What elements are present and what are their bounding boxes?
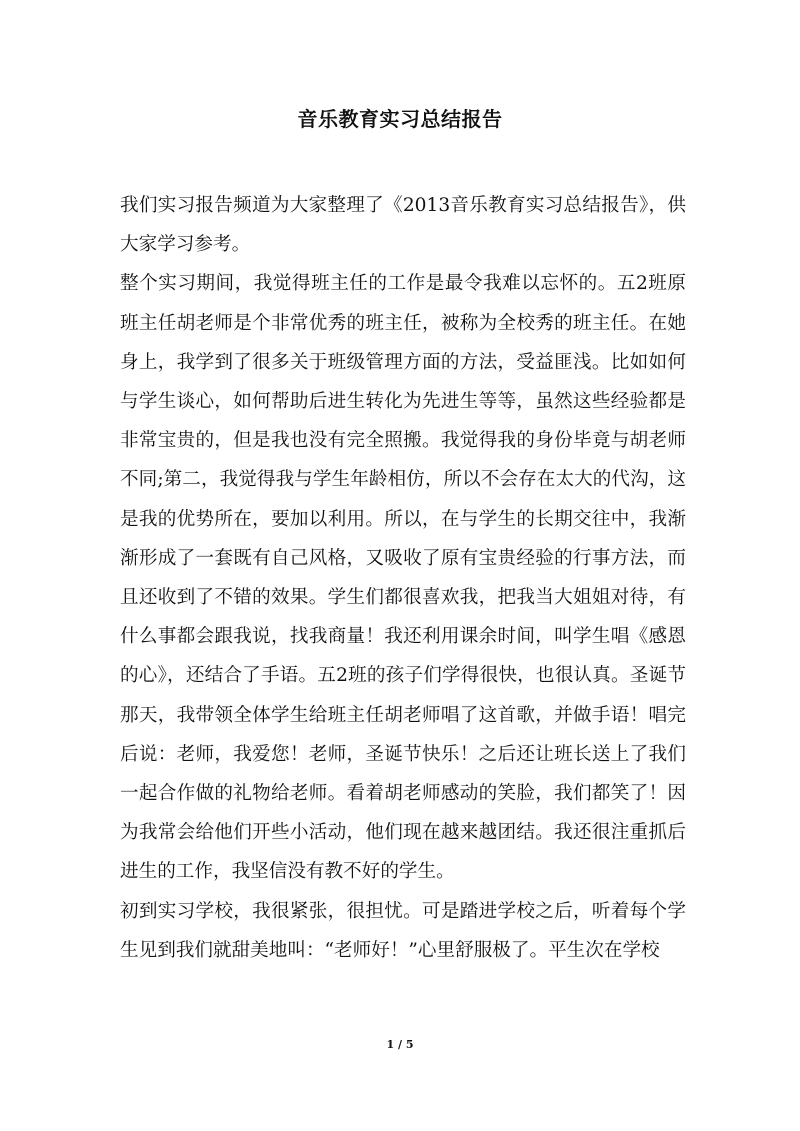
paragraph-intro: 我们实习报告频道为大家整理了《2013音乐教育实习总结报告》，供大家学习参考。 (120, 195, 686, 256)
page-number: 1 / 5 (386, 1038, 414, 1051)
document-body (120, 186, 686, 970)
paragraph-head-teacher-work: 整个实习期间，我觉得班主任的工作是最令我难以忘怀的。五2班原班主任胡老师是个非常优秀的班主任，被称为全校秀的班主任。在她身上，我学到了很多关于班级管理方面的方法，受益匪浅。比如如何与学生谈心，如何帮助后进生转化为先进生等等，虽然这些经验都是非常宝贵的，但是我也没有完全照搬。我觉得我的身份毕竟与胡老师不同;第二，我觉得我与学生年龄相仿，所以不会存在太大的代沟，这是我的优势所在，要加以利用。所以，在与学生的长期交往中，我渐渐形成了一套既有自己风格，又吸收了原有宝贵经验的行事方法，而且还收到了不错的效果。学生们都很喜欢我，把我当大姐姐对待，有什么事都会跟我说，找我商量！我还利用课余时间，叫学生唱《感恩的心》，还结合了手语。五2班的孩子们学得很快，也很认真。圣诞节那天，我带领全体学生给班主任胡老师唱了这首歌，并做手语！唱完后说：老师，我爱您！老师，圣诞节快乐！之后还让班长送上了我们一起合作做的礼物给老师。看着胡老师感动的笑脸，我们都笑了！因为我常会给他们开些小活动，他们现在越来越团结。我还很注重抓后进生的工作，我坚信没有教不好的学生。 (120, 273, 686, 883)
document-title: 音乐教育实习总结报告 (297, 107, 503, 131)
paragraph-first-arrival: 初到实习学校，我很紧张，很担忧。可是踏进学校之后，听着每个学生见到我们就甜美地叫：“老师好！”心里舒服极了。平生次在学校 (120, 900, 686, 961)
